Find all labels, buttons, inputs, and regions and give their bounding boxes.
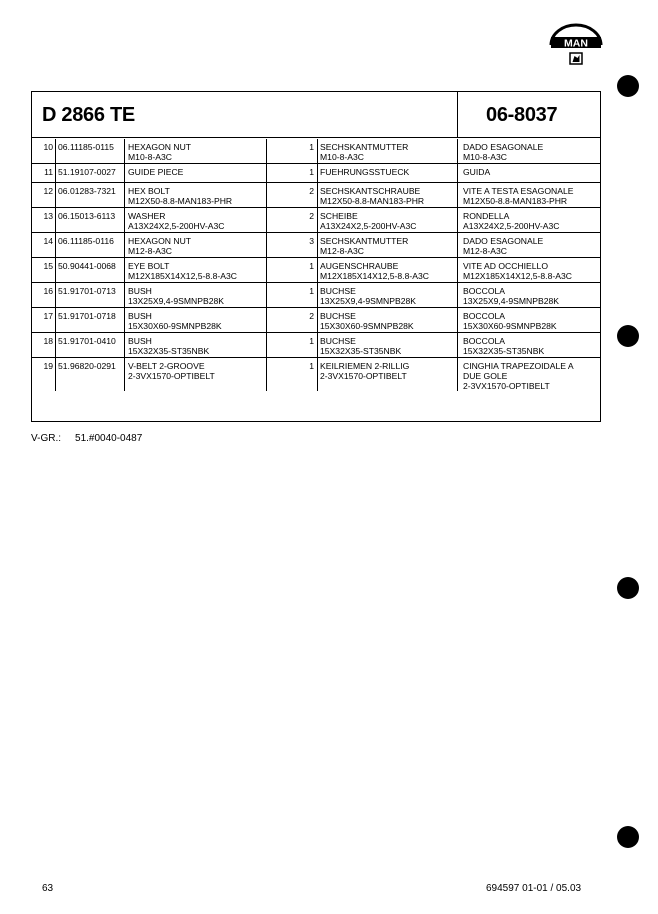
part-number: 06.15013-6113 bbox=[58, 211, 116, 221]
description-it: CINGHIA TRAPEZOIDALE A DUE GOLE 2-3VX1570-OPTIBELT bbox=[463, 361, 574, 391]
table-row bbox=[32, 208, 600, 233]
description-en: V-BELT 2-GROOVE 2-3VX1570-OPTIBELT bbox=[128, 361, 215, 381]
description-de: FUEHRUNGSSTUECK bbox=[320, 167, 410, 177]
description-en: BUSH 15X30X60-9SMNPB28K bbox=[128, 311, 222, 331]
description-de: BUCHSE 13X25X9,4-9SMNPB28K bbox=[320, 286, 417, 306]
table-row bbox=[32, 164, 600, 183]
vgr-label: V-GR.: bbox=[31, 433, 62, 444]
position-number: 10 bbox=[43, 142, 53, 152]
description-en: BUSH 13X25X9,4-9SMNPB28K bbox=[128, 286, 225, 306]
position-number: 14 bbox=[43, 236, 53, 246]
position-number: 19 bbox=[43, 361, 53, 371]
table-row bbox=[32, 258, 600, 283]
description-en: GUIDE PIECE bbox=[128, 167, 184, 177]
engine-cell bbox=[32, 92, 458, 137]
part-number: 50.90441-0068 bbox=[58, 261, 116, 271]
part-number: 51.96820-0291 bbox=[58, 361, 116, 371]
quantity: 1 bbox=[309, 261, 314, 271]
description-de: SECHSKANTMUTTER M12-8-A3C bbox=[320, 236, 409, 256]
description-it: GUIDA bbox=[463, 167, 491, 177]
description-en: BUSH 15X32X35-ST35NBK bbox=[128, 336, 210, 356]
group-cell bbox=[459, 92, 600, 137]
position-number: 16 bbox=[43, 286, 53, 296]
description-de: SECHSKANTMUTTER M10-8-A3C bbox=[320, 142, 409, 162]
description-en: EYE BOLT M12X185X14X12,5-8.8-A3C bbox=[128, 261, 237, 281]
punch-hole bbox=[617, 325, 639, 347]
description-it: BOCCOLA 15X32X35-ST35NBK bbox=[463, 336, 545, 356]
table-row bbox=[32, 283, 600, 308]
document-number: 694597 01-01 / 05.03 bbox=[486, 883, 582, 894]
quantity: 2 bbox=[309, 211, 314, 221]
part-number: 06.01283-7321 bbox=[58, 186, 116, 196]
description-en: HEX BOLT M12X50-8.8-MAN183-PHR bbox=[128, 186, 233, 206]
description-en: HEXAGON NUT M10-8-A3C bbox=[128, 142, 192, 162]
punch-hole bbox=[617, 75, 639, 97]
logo-text: MAN bbox=[564, 37, 588, 50]
position-number: 11 bbox=[44, 167, 53, 177]
table-row bbox=[32, 358, 600, 391]
description-it: DADO ESAGONALE M10-8-A3C bbox=[463, 142, 544, 162]
table-row bbox=[32, 139, 600, 164]
punch-hole bbox=[617, 826, 639, 848]
quantity: 1 bbox=[309, 286, 314, 296]
description-en: WASHER A13X24X2,5-200HV-A3C bbox=[128, 211, 225, 231]
part-number: 06.11185-0116 bbox=[58, 236, 114, 246]
description-it: RONDELLA A13X24X2,5-200HV-A3C bbox=[463, 211, 560, 231]
table-row bbox=[32, 183, 600, 208]
description-de: KEILRIEMEN 2-RILLIG 2-3VX1570-OPTIBELT bbox=[320, 361, 410, 381]
position-number: 13 bbox=[43, 211, 53, 221]
quantity: 2 bbox=[309, 311, 314, 321]
description-de: SECHSKANTSCHRAUBE M12X50-8.8-MAN183-PHR bbox=[320, 186, 425, 206]
part-number: 51.91701-0718 bbox=[58, 311, 116, 321]
group-code: 06-8037 bbox=[486, 104, 558, 126]
description-de: SCHEIBE A13X24X2,5-200HV-A3C bbox=[320, 211, 417, 231]
description-it: VITE AD OCCHIELLO M12X185X14X12,5-8.8-A3C bbox=[463, 261, 572, 281]
description-it: DADO ESAGONALE M12-8-A3C bbox=[463, 236, 544, 256]
parts-table bbox=[32, 139, 600, 391]
position-number: 12 bbox=[43, 186, 53, 196]
part-number: 06.11185-0115 bbox=[58, 142, 114, 152]
table-row bbox=[32, 333, 600, 358]
vgr-line bbox=[31, 433, 142, 444]
description-de: AUGENSCHRAUBE M12X185X14X12,5-8.8-A3C bbox=[320, 261, 429, 281]
vgr-value: 51.#0040-0487 bbox=[75, 433, 143, 444]
description-it: VITE A TESTA ESAGONALE M12X50-8.8-MAN183-PHR bbox=[463, 186, 574, 206]
part-number: 51.91701-0410 bbox=[58, 336, 116, 346]
man-logo-icon bbox=[548, 22, 604, 66]
parts-sheet bbox=[31, 91, 601, 422]
man-logo bbox=[548, 22, 604, 66]
description-it: BOCCOLA 15X30X60-9SMNPB28K bbox=[463, 311, 557, 331]
description-de: BUCHSE 15X32X35-ST35NBK bbox=[320, 336, 402, 356]
page-number: 63 bbox=[42, 883, 54, 894]
description-en: HEXAGON NUT M12-8-A3C bbox=[128, 236, 192, 256]
quantity: 3 bbox=[309, 236, 314, 246]
position-number: 17 bbox=[43, 311, 53, 321]
description-it: BOCCOLA 13X25X9,4-9SMNPB28K bbox=[463, 286, 560, 306]
part-number: 51.91701-0713 bbox=[58, 286, 116, 296]
description-de: BUCHSE 15X30X60-9SMNPB28K bbox=[320, 311, 414, 331]
sheet-header bbox=[32, 92, 600, 138]
quantity: 1 bbox=[309, 361, 314, 371]
quantity: 2 bbox=[309, 186, 314, 196]
table-row bbox=[32, 233, 600, 258]
quantity: 1 bbox=[309, 336, 314, 346]
position-number: 15 bbox=[43, 261, 53, 271]
position-number: 18 bbox=[43, 336, 53, 346]
quantity: 1 bbox=[309, 167, 314, 177]
punch-hole bbox=[617, 577, 639, 599]
quantity: 1 bbox=[309, 142, 314, 152]
table-row bbox=[32, 308, 600, 333]
part-number: 51.19107-0027 bbox=[58, 167, 116, 177]
engine-model: D 2866 TE bbox=[42, 104, 135, 126]
